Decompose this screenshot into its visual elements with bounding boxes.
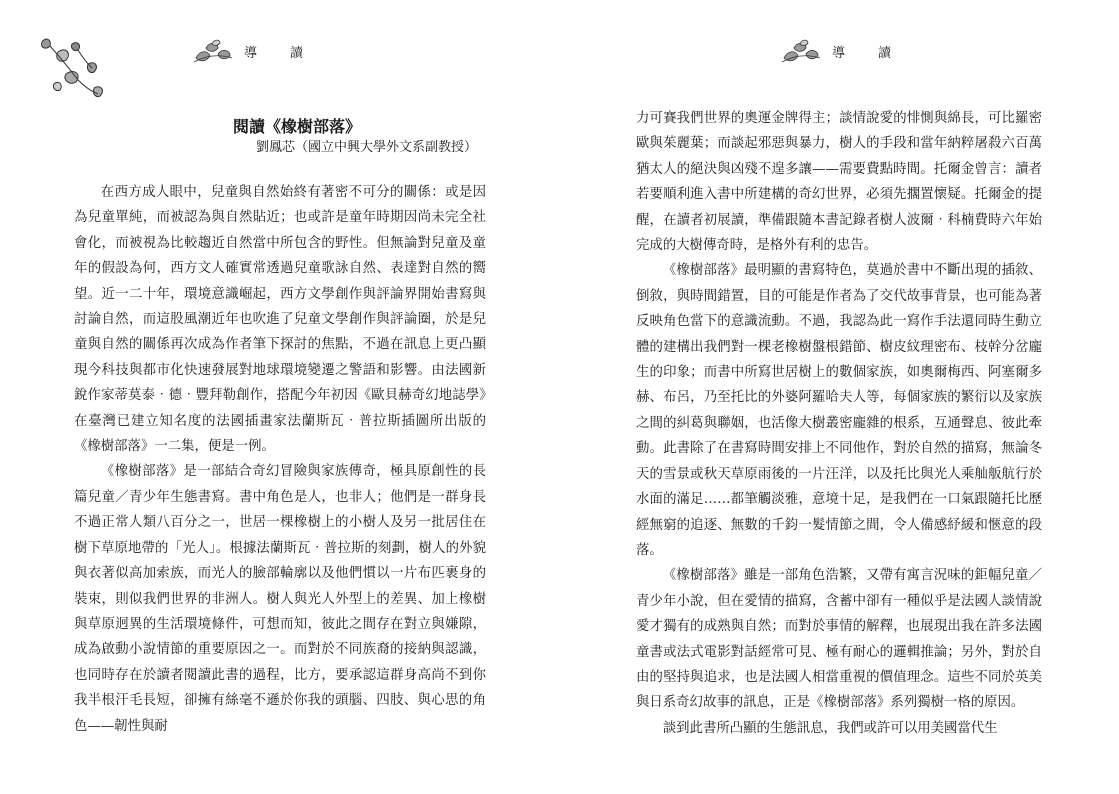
running-header-right [780,34,901,68]
left-body-text [74,180,486,739]
right-body-text [636,106,1042,741]
leaf-corner-ornament-icon [36,34,116,106]
paragraph: 力可賽我們世界的奧運金牌得主；談情說愛的悱惻與綿長，可比羅密歐與茱麗葉；而談起邪惡與暴力，樹人的手段和當年納粹屠殺六百萬猶太人的絕決與凶殘不遑多讓——需要費點時間。托爾金曾言：讀者若要順利進入書中所建構的奇幻世界，必須先擱置懷疑。托爾金的提醒，在讀者初展讀，準備跟隨本書記錄者樹人波爾‧科楠費時六年始完成的大樹傳奇時，是格外有利的忠告。 [636,111,1042,254]
right-page [560,0,1119,794]
paragraph: 《橡樹部落》最明顯的書寫特色，莫過於書中不斷出現的插敘、倒敘，與時間錯置，目的可能是作者為了交代故事背景，也可能為著反映角色當下的意識流動。不過，我認為此一寫作手法還同時生動立體的建構出我們對一棵老橡樹盤根錯節、樹皮紋理密布、枝幹分岔龐生的印象；而書中所寫世居樹上的數個家族，如奧爾梅西、阿塞爾多赫、布呂，乃至托比的外婆阿羅哈夫人等，每個家族的繁衍以及家族之間的糾葛與聯姻，也活像大樹叢密龐雜的根系，互通聲息、彼此牽動。此書除了在書寫時間安排上不同他作，對於自然的描寫，無論冬天的雪景或秋天草原雨後的一片汪洋，以及托比與光人乘舢舨航行於水面的滿足……都筆觸淡雅，意境十足，是我們在一口氣跟隨托比歷經無窮的追逐、無數的千鈞一髮情節之間，令人備感紓緩和愜意的段落。 [636,263,1042,558]
article-title: 閱讀《橡樹部落》 [232,117,361,136]
article-byline: 劉鳳芯（國立中興大學外文系副教授） [256,140,478,155]
header-title: 導 讀 [832,45,902,61]
paragraph: 《橡樹部落》雖是一部角色浩繁，又帶有寓言況味的鉅幅兒童／青少年小說，但在愛情的描寫，含蓄中卻有一種似乎是法國人談情說愛才獨有的成熟與自然；而對於事情的解釋，也展現出我在許多法國童書或法式電影對話經常可見、極有耐心的邏輯推論；另外，對於自由的堅持與追求，也是法國人相當重視的價值理念。這些不同於英美與日系奇幻故事的訊息，正是《橡樹部落》系列獨樹一格的原因。 [636,568,1042,711]
paragraph: 《橡樹部落》是一部結合奇幻冒險與家族傳奇，極具原創性的長篇兒童／青少年生態書寫。書中角色是人，也非人；他們是一群身長不過正常人類八百分之一，世居一棵橡樹上的小樹人及另一批居住在樹下草原地帶的「光人」。根據法蘭斯瓦‧普拉斯的刻劃，樹人的外貌與衣著似高加索族，而光人的臉部輪廓以及他們慣以一片布匹裹身的裝束，則似我們世界的非洲人。樹人與光人外型上的差異、加上橡樹與草原迥異的生活環境條件，可想而知，彼此之間存在對立與嫌隙，成為啟動小說情節的重要原因之一。而對於不同族裔的接納與認識，也同時存在於讀者閱讀此書的過程，比方，要承認這群身高尚不到你我半根汗毛長短，卻擁有絲毫不遜於你我的頭腦、四肢、與心思的角色——韌性與耐 [74,464,486,734]
header-title: 導 讀 [244,45,314,61]
paragraph: 談到此書所凸顯的生態訊息，我們或許可以用美國當代生 [662,720,998,736]
leaf-sprig-icon [192,38,234,64]
paragraph: 在西方成人眼中，兒童與自然始終有著密不可分的關係：或是因為兒童單純，而被認為與自然貼近；也或許是童年時期因尚未完全社會化，而被視為比較趨近自然當中所包含的野性。但無論對兒童及童年的假設為何，西方文人確實常透過兒童歌詠自然、表達對自然的嚮望。近一二十年，環境意識崛起，西方文學創作與評論界開始書寫與討論自然，而這股風潮近年也吹進了兒童文學創作與評論圈，於是兒童與自然的關係再次成為作者筆下探討的焦點，不過在訊息上更凸顯現今科技與都市化快速發展對地球環境變遷之警語和影響。由法國新銳作家蒂莫泰‧德‧豐拜勒創作，搭配今年初因《歐貝赫奇幻地誌學》在臺灣已建立知名度的法國插畫家法蘭斯瓦‧普拉斯插圖所出版的《橡樹部落》一二集，便是一例。 [74,185,486,455]
leaf-sprig-icon [780,38,822,64]
running-header-left [192,34,313,68]
